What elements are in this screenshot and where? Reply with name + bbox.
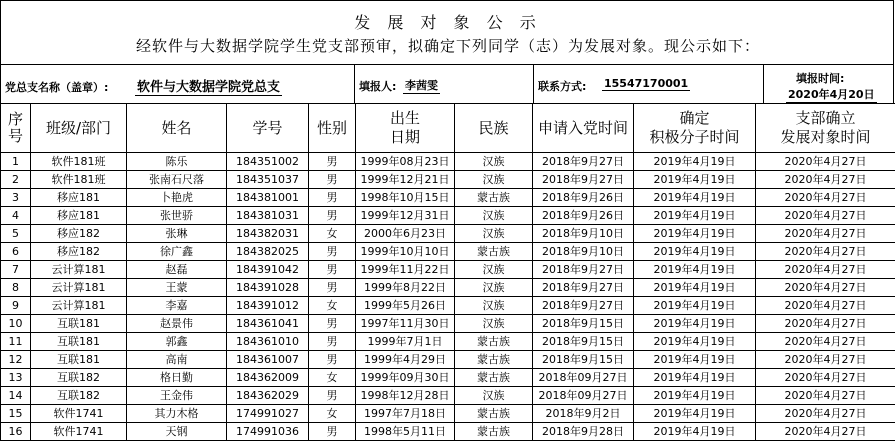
cell-candidate-date: 2020年4月27日 (756, 315, 895, 333)
cell-ethnicity: 汉族 (455, 207, 533, 225)
cell-class: 互联182 (31, 369, 127, 387)
cell-candidate-date: 2020年4月27日 (756, 369, 895, 387)
cell-activist-date: 2019年4月19日 (634, 279, 756, 297)
cell-name: 张世骄 (127, 207, 227, 225)
date-cell (764, 65, 894, 103)
cell-activist-date: 2019年4月19日 (634, 189, 756, 207)
cell-candidate-date: 2020年4月27日 (756, 387, 895, 405)
cell-activist-date: 2019年4月19日 (634, 207, 756, 225)
cell-birth-date: 1997年7月18日 (356, 405, 455, 423)
cell-apply-date: 2018年9月27日 (533, 171, 634, 189)
cell-candidate-date: 2020年4月27日 (756, 171, 895, 189)
candidate-table (0, 103, 895, 441)
cell-candidate-date: 2020年4月27日 (756, 279, 895, 297)
filler-label: 填报人: (359, 80, 397, 93)
cell-gender: 男 (309, 189, 356, 207)
table-row (1, 207, 895, 225)
cell-student-id: 184381031 (227, 207, 309, 225)
cell-student-id: 184382025 (227, 243, 309, 261)
cell-index: 5 (1, 225, 31, 243)
cell-apply-date: 2018年9月15日 (533, 351, 634, 369)
cell-gender: 男 (309, 261, 356, 279)
table-row (1, 351, 895, 369)
cell-activist-date: 2019年4月19日 (634, 333, 756, 351)
cell-activist-date: 2019年4月19日 (634, 315, 756, 333)
title-box (0, 0, 894, 65)
cell-index: 9 (1, 297, 31, 315)
cell-activist-date: 2019年4月19日 (634, 261, 756, 279)
cell-birth-date: 1998年5月11日 (356, 423, 455, 441)
cell-candidate-date: 2020年4月27日 (756, 351, 895, 369)
cell-birth-date: 1999年8月22日 (356, 279, 455, 297)
cell-candidate-date: 2020年4月27日 (756, 243, 895, 261)
cell-student-id: 184351037 (227, 171, 309, 189)
header-ethnicity: 民族 (455, 104, 533, 153)
filler-value: 李茜雯 (405, 79, 438, 92)
cell-apply-date: 2018年9月27日 (533, 153, 634, 171)
cell-gender: 女 (309, 405, 356, 423)
table-row (1, 171, 895, 189)
cell-name: 其力木格 (127, 405, 227, 423)
cell-name: 天钢 (127, 423, 227, 441)
cell-student-id: 174991027 (227, 405, 309, 423)
cell-apply-date: 2018年9月27日 (533, 261, 634, 279)
cell-student-id: 184361041 (227, 315, 309, 333)
cell-ethnicity: 汉族 (455, 153, 533, 171)
cell-index: 3 (1, 189, 31, 207)
cell-student-id: 184382031 (227, 225, 309, 243)
cell-student-id: 184362029 (227, 387, 309, 405)
table-row (1, 423, 895, 441)
cell-apply-date: 2018年9月10日 (533, 243, 634, 261)
header-name: 姓名 (127, 104, 227, 153)
cell-index: 6 (1, 243, 31, 261)
cell-student-id: 184362009 (227, 369, 309, 387)
cell-name: 王金伟 (127, 387, 227, 405)
cell-name: 高南 (127, 351, 227, 369)
cell-index: 13 (1, 369, 31, 387)
cell-birth-date: 1998年10月15日 (356, 189, 455, 207)
cell-class: 云计算181 (31, 297, 127, 315)
cell-index: 15 (1, 405, 31, 423)
cell-index: 8 (1, 279, 31, 297)
cell-birth-date: 1999年12月21日 (356, 171, 455, 189)
cell-name: 卜艳虎 (127, 189, 227, 207)
cell-index: 16 (1, 423, 31, 441)
cell-birth-date: 1999年10月10日 (356, 243, 455, 261)
cell-birth-date: 1999年11月22日 (356, 261, 455, 279)
table-row (1, 153, 895, 171)
cell-name: 陈乐 (127, 153, 227, 171)
cell-ethnicity: 汉族 (455, 315, 533, 333)
cell-class: 软件181班 (31, 171, 127, 189)
cell-candidate-date: 2020年4月27日 (756, 405, 895, 423)
table-row (1, 387, 895, 405)
header-student-id: 学号 (227, 104, 309, 153)
cell-gender: 男 (309, 333, 356, 351)
cell-ethnicity: 蒙古族 (455, 423, 533, 441)
cell-apply-date: 2018年9月15日 (533, 315, 634, 333)
cell-student-id: 184361010 (227, 333, 309, 351)
info-row (0, 65, 894, 103)
branch-label: 党总支名称（盖章）: (5, 81, 109, 94)
cell-class: 软件181班 (31, 153, 127, 171)
cell-gender: 男 (309, 171, 356, 189)
cell-gender: 女 (309, 297, 356, 315)
cell-birth-date: 1999年7月1日 (356, 333, 455, 351)
cell-ethnicity: 蒙古族 (455, 243, 533, 261)
header-index: 序号 (1, 104, 31, 153)
cell-activist-date: 2019年4月19日 (634, 405, 756, 423)
cell-candidate-date: 2020年4月27日 (756, 225, 895, 243)
cell-ethnicity: 汉族 (455, 171, 533, 189)
cell-ethnicity: 蒙古族 (455, 369, 533, 387)
table-row (1, 315, 895, 333)
cell-candidate-date: 2020年4月27日 (756, 423, 895, 441)
cell-candidate-date: 2020年4月27日 (756, 189, 895, 207)
cell-name: 赵磊 (127, 261, 227, 279)
cell-class: 互联181 (31, 333, 127, 351)
cell-name: 格日勤 (127, 369, 227, 387)
cell-apply-date: 2018年9月27日 (533, 297, 634, 315)
cell-name: 徐广鑫 (127, 243, 227, 261)
cell-student-id: 184361007 (227, 351, 309, 369)
branch-cell (1, 65, 355, 103)
table-row (1, 369, 895, 387)
cell-class: 互联181 (31, 315, 127, 333)
cell-activist-date: 2019年4月19日 (634, 423, 756, 441)
cell-class: 云计算181 (31, 279, 127, 297)
cell-gender: 男 (309, 279, 356, 297)
table-row (1, 297, 895, 315)
cell-gender: 女 (309, 225, 356, 243)
header-apply-date: 申请入党时间 (533, 104, 634, 153)
cell-student-id: 184391028 (227, 279, 309, 297)
cell-candidate-date: 2020年4月27日 (756, 261, 895, 279)
cell-gender: 男 (309, 153, 356, 171)
cell-activist-date: 2019年4月19日 (634, 225, 756, 243)
cell-birth-date: 1999年08月23日 (356, 153, 455, 171)
cell-name: 张琳 (127, 225, 227, 243)
cell-index: 10 (1, 315, 31, 333)
date-label: 填报时间: (796, 72, 845, 85)
cell-ethnicity: 汉族 (455, 387, 533, 405)
cell-candidate-date: 2020年4月27日 (756, 333, 895, 351)
cell-class: 云计算181 (31, 261, 127, 279)
cell-activist-date: 2019年4月19日 (634, 351, 756, 369)
cell-student-id: 184351002 (227, 153, 309, 171)
header-activist-date: 确定 积极分子时间 (634, 104, 756, 153)
table-row (1, 333, 895, 351)
cell-gender: 男 (309, 315, 356, 333)
cell-class: 移应181 (31, 207, 127, 225)
cell-class: 软件1741 (31, 405, 127, 423)
cell-ethnicity: 蒙古族 (455, 351, 533, 369)
table-row (1, 261, 895, 279)
cell-birth-date: 1998年12月28日 (356, 387, 455, 405)
table-row (1, 279, 895, 297)
table-row (1, 405, 895, 423)
cell-gender: 男 (309, 243, 356, 261)
cell-student-id: 184391012 (227, 297, 309, 315)
cell-ethnicity: 蒙古族 (455, 189, 533, 207)
contact-cell (534, 65, 764, 103)
page-title: 发 展 对 象 公 示 (354, 13, 542, 32)
cell-class: 移应181 (31, 189, 127, 207)
header-class: 班级/部门 (31, 104, 127, 153)
cell-birth-date: 1997年11月30日 (356, 315, 455, 333)
cell-candidate-date: 2020年4月27日 (756, 207, 895, 225)
header-candidate-date: 支部确立 发展对象时间 (756, 104, 895, 153)
cell-activist-date: 2019年4月19日 (634, 243, 756, 261)
contact-value: 15547170001 (604, 77, 689, 90)
cell-birth-date: 1999年5月26日 (356, 297, 455, 315)
cell-ethnicity: 汉族 (455, 261, 533, 279)
cell-name: 赵景伟 (127, 315, 227, 333)
cell-name: 李嘉 (127, 297, 227, 315)
cell-apply-date: 2018年9月2日 (533, 405, 634, 423)
cell-ethnicity: 蒙古族 (455, 405, 533, 423)
cell-birth-date: 1999年4月29日 (356, 351, 455, 369)
cell-class: 移应182 (31, 243, 127, 261)
cell-ethnicity: 汉族 (455, 225, 533, 243)
page-subtitle: 经软件与大数据学院学生党支部预审，拟确定下列同学（志）为发展对象。现公示如下： (135, 37, 760, 55)
date-value: 2020年4月20日 (788, 88, 875, 101)
filler-cell (355, 65, 534, 103)
cell-class: 移应182 (31, 225, 127, 243)
cell-student-id: 184381001 (227, 189, 309, 207)
table-header-row (1, 104, 895, 153)
cell-name: 张南石尺落 (127, 171, 227, 189)
cell-apply-date: 2018年9月27日 (533, 279, 634, 297)
cell-apply-date: 2018年9月26日 (533, 207, 634, 225)
cell-class: 软件1741 (31, 423, 127, 441)
cell-index: 7 (1, 261, 31, 279)
cell-gender: 男 (309, 207, 356, 225)
cell-apply-date: 2018年09月27日 (533, 369, 634, 387)
cell-apply-date: 2018年9月26日 (533, 189, 634, 207)
cell-candidate-date: 2020年4月27日 (756, 153, 895, 171)
cell-ethnicity: 汉族 (455, 297, 533, 315)
cell-activist-date: 2019年4月19日 (634, 297, 756, 315)
table-body (1, 153, 895, 441)
cell-activist-date: 2019年4月19日 (634, 369, 756, 387)
cell-ethnicity: 汉族 (455, 279, 533, 297)
cell-candidate-date: 2020年4月27日 (756, 297, 895, 315)
cell-index: 2 (1, 171, 31, 189)
cell-index: 12 (1, 351, 31, 369)
cell-apply-date: 2018年9月10日 (533, 225, 634, 243)
cell-class: 互联181 (31, 351, 127, 369)
cell-apply-date: 2018年09月27日 (533, 387, 634, 405)
cell-name: 郭鑫 (127, 333, 227, 351)
cell-index: 11 (1, 333, 31, 351)
table-row (1, 243, 895, 261)
branch-value: 软件与大数据学院党总支 (135, 76, 282, 96)
cell-gender: 女 (309, 369, 356, 387)
cell-birth-date: 1999年12月31日 (356, 207, 455, 225)
table-row (1, 225, 895, 243)
cell-student-id: 174991036 (227, 423, 309, 441)
cell-apply-date: 2018年9月28日 (533, 423, 634, 441)
cell-gender: 男 (309, 423, 356, 441)
cell-activist-date: 2019年4月19日 (634, 153, 756, 171)
header-birth-date: 出生 日期 (356, 104, 455, 153)
cell-name: 王蒙 (127, 279, 227, 297)
cell-gender: 男 (309, 351, 356, 369)
cell-birth-date: 1999年09月30日 (356, 369, 455, 387)
cell-class: 互联182 (31, 387, 127, 405)
cell-activist-date: 2019年4月19日 (634, 387, 756, 405)
cell-student-id: 184391042 (227, 261, 309, 279)
cell-gender: 男 (309, 387, 356, 405)
cell-index: 4 (1, 207, 31, 225)
cell-index: 14 (1, 387, 31, 405)
header-gender: 性别 (309, 104, 356, 153)
cell-apply-date: 2018年9月15日 (533, 333, 634, 351)
cell-birth-date: 2000年6月23日 (356, 225, 455, 243)
contact-label: 联系方式: (538, 80, 587, 93)
table-row (1, 189, 895, 207)
cell-activist-date: 2019年4月19日 (634, 171, 756, 189)
cell-index: 1 (1, 153, 31, 171)
cell-ethnicity: 蒙古族 (455, 333, 533, 351)
